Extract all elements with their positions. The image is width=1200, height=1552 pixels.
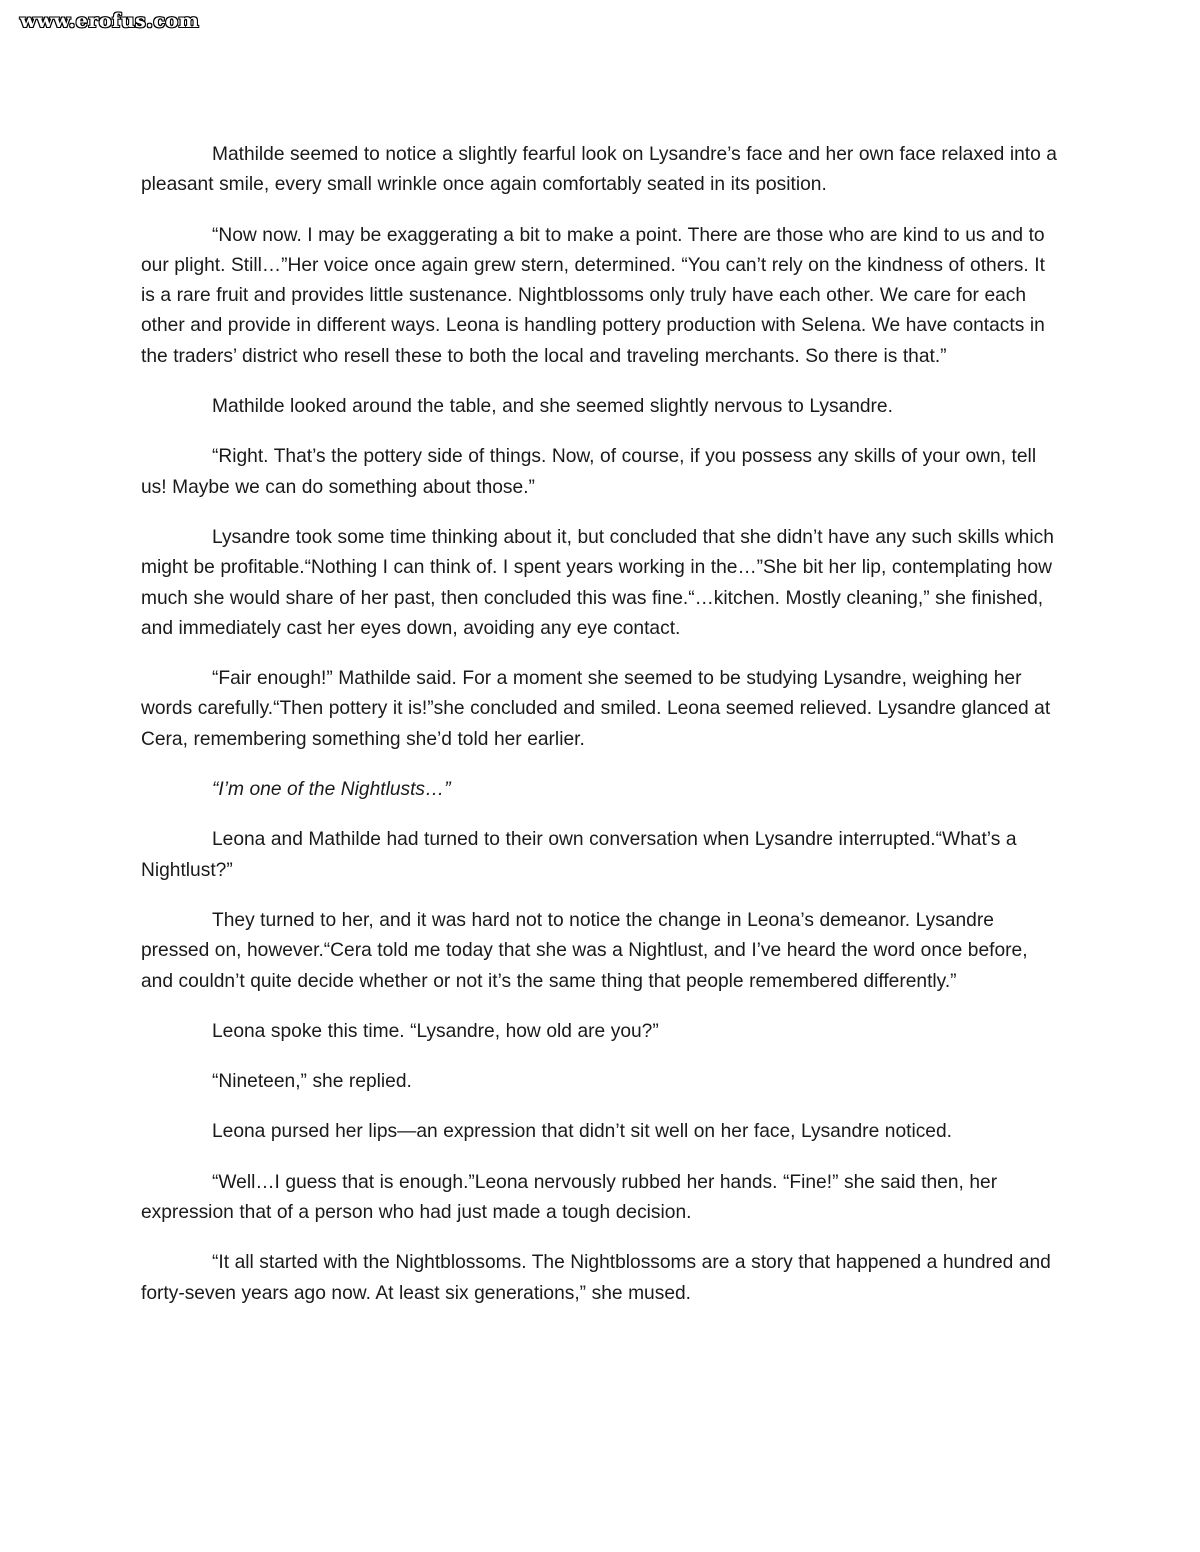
paragraph: Mathilde looked around the table, and she seemed slightly nervous to Lysandre.	[212, 396, 893, 418]
paragraph: “Right. That’s the pottery side of things. Now, of course, if you possess any skills of your own, tell us! Maybe we can do something about those.”	[141, 446, 1037, 498]
italic-thought-paragraph: “I’m one of the Nightlusts…”	[212, 779, 451, 801]
paragraph: “Fair enough!” Mathilde said. For a moment she seemed to be studying Lysandre, weighing her words carefully.“Then pottery it is!”she concluded and smiled. Leona seemed relieved. Lysandre glanced at Cera, remembering something she’d told her earlier.	[141, 668, 1051, 750]
paragraph: Lysandre took some time thinking about it, but concluded that she didn’t have any such skills which might be profitable.“Nothing I can think of. I spent years working in the…”She bit her lip, contemplating how much she would share of her past, then concluded this was fine.“…kitchen. Mostly cleaning,” she finished, and immediately cast her eyes down, avoiding any eye contact.	[141, 526, 1054, 639]
paragraph: Leona and Mathilde had turned to their own conversation when Lysandre interrupted.“What’s a Nightlust?”	[141, 829, 1017, 881]
paragraph: “Well…I guess that is enough.”Leona nervously rubbed her hands. “Fine!” she said then, her expression that of a person who had just made a tough decision.	[141, 1171, 998, 1224]
paragraph: “It all started with the Nightblossoms. The Nightblossoms are a story that happened a hundred and forty-seven years ago now. At least six generations,” she mused.	[141, 1252, 1051, 1304]
paragraph: “Now now. I may be exaggerating a bit to make a point. There are those who are kind to us and to our plight. Still…”Her voice once again grew stern, determined. “You can’t rely on the kindness of others. It is a rare fruit and provides little sustenance. Nightblossoms only truly have each other. We care for each other and provide in different ways. Leona is handling pottery production with Selena. We have contacts in the traders’ district who resell these to both the local and traveling merchants. So there is that.”	[141, 224, 1045, 367]
paragraph: “Nineteen,” she replied.	[212, 1071, 412, 1093]
paragraph: Leona pursed her lips—an expression that didn’t sit well on her face, Lysandre noticed.	[212, 1121, 952, 1143]
paragraph: Mathilde seemed to notice a slightly fearful look on Lysandre’s face and her own face relaxed into a pleasant smile, every small wrinkle once again comfortably seated in its position.	[141, 144, 1057, 196]
watermark-url: www.erofus.com	[20, 10, 200, 32]
paragraph: Leona spoke this time. “Lysandre, how old are you?”	[212, 1020, 659, 1042]
document-page	[141, 140, 1061, 1329]
paragraph: They turned to her, and it was hard not to notice the change in Leona’s demeanor. Lysandre pressed on, however.“Cera told me today that she was a Nightlust, and I’ve heard the word once before, and couldn’t quite decide whether or not it’s the same thing that people remembered differently.”	[141, 909, 1028, 992]
